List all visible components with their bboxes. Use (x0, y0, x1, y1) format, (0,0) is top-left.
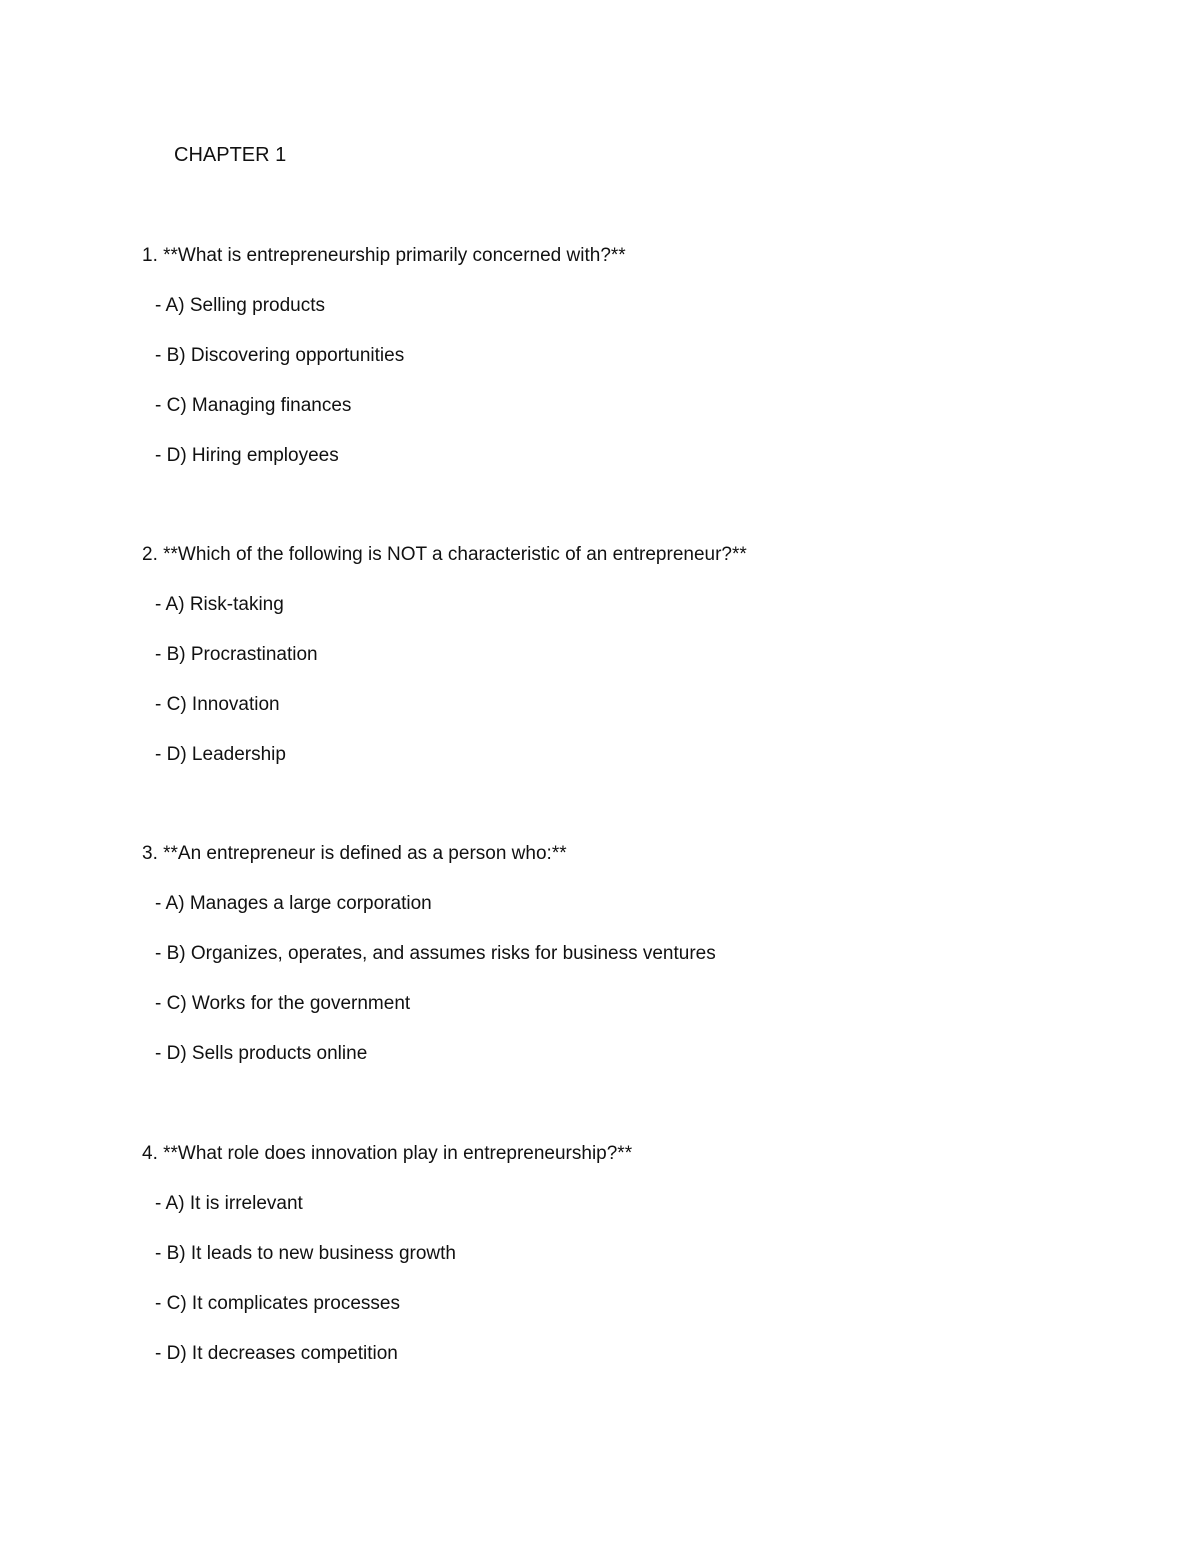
option-b: - B) Organizes, operates, and assumes risks for business ventures (155, 943, 716, 964)
question-1 (142, 242, 626, 470)
option-c: - C) Innovation (155, 694, 280, 715)
option-d: - D) Sells products online (155, 1043, 368, 1064)
question-text: 1. **What is entrepreneurship primarily concerned with?** (142, 245, 626, 266)
option-d: - D) It decreases competition (155, 1343, 398, 1364)
option-c: - C) Works for the government (155, 993, 411, 1014)
question-text: 4. **What role does innovation play in entrepreneurship?** (142, 1143, 633, 1164)
option-d: - D) Leadership (155, 744, 286, 765)
question-2 (142, 541, 747, 769)
option-a: - A) Risk-taking (155, 594, 284, 615)
option-a: - A) Selling products (155, 295, 326, 316)
question-text: 3. **An entrepreneur is defined as a person who:** (142, 843, 567, 864)
chapter-title: CHAPTER 1 (174, 144, 287, 166)
option-c: - C) It complicates processes (155, 1293, 400, 1314)
option-b: - B) Procrastination (155, 644, 318, 665)
question-3 (142, 840, 716, 1068)
option-a: - A) Manages a large corporation (155, 893, 432, 914)
option-d: - D) Hiring employees (155, 445, 339, 466)
question-4 (142, 1140, 632, 1368)
option-b: - B) It leads to new business growth (155, 1243, 456, 1264)
option-a: - A) It is irrelevant (155, 1193, 303, 1214)
option-b: - B) Discovering opportunities (155, 345, 405, 366)
question-text: 2. **Which of the following is NOT a characteristic of an entrepreneur?** (142, 544, 747, 565)
option-c: - C) Managing finances (155, 395, 352, 416)
